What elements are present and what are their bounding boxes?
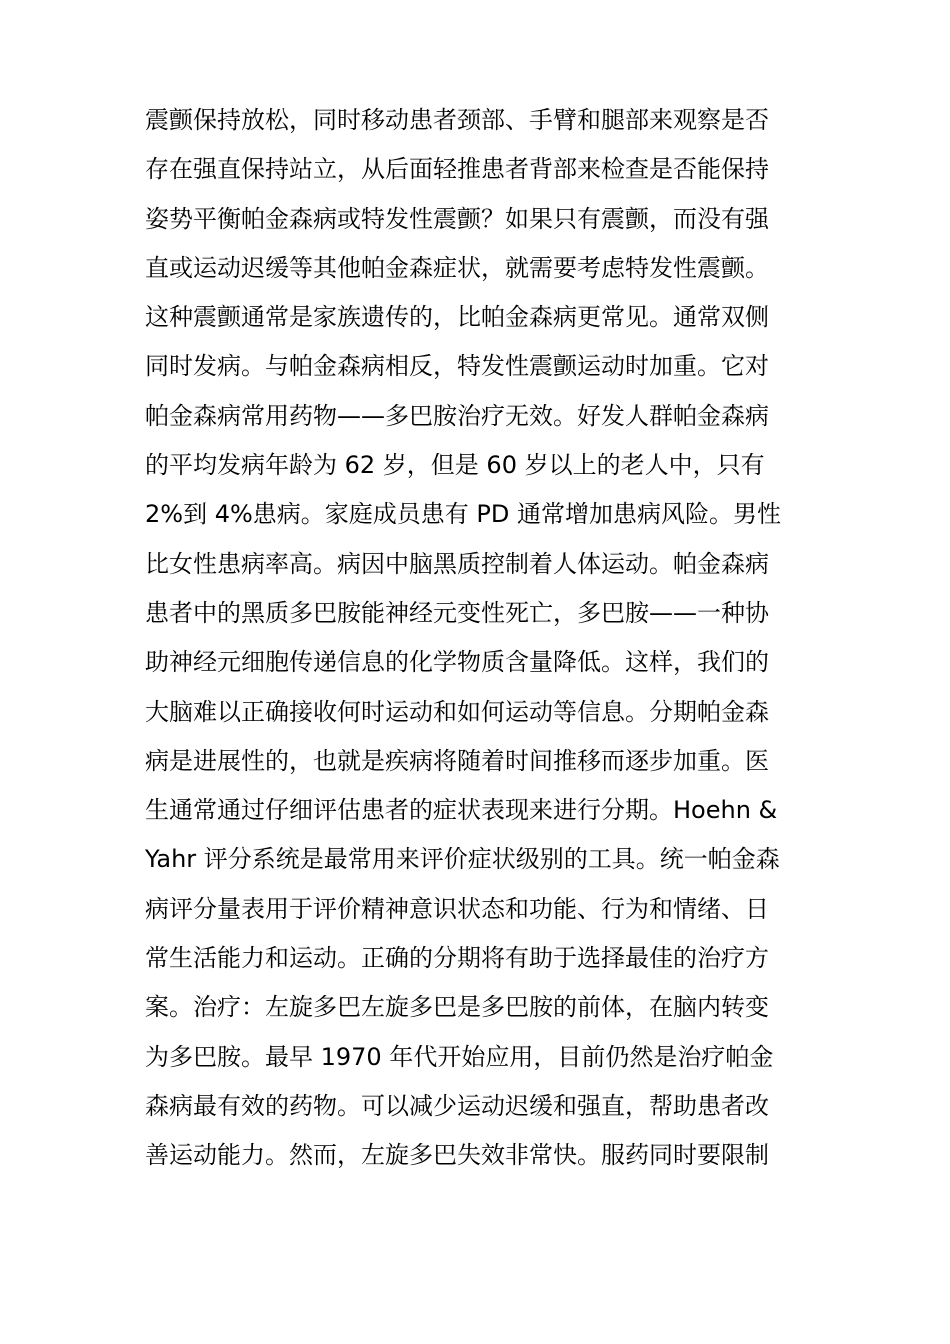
text-line: 患者中的黑质多巴胺能神经元变性死亡，多巴胺——一种协 <box>145 598 769 627</box>
text-line: 病评分量表用于评价精神意识状态和功能、行为和情绪、日 <box>145 894 769 923</box>
text-line: Yahr 评分系统是最常用来评价症状级别的工具。统一帕金森 <box>145 845 780 874</box>
text-line: 这种震颤通常是家族遗传的，比帕金森病更常见。通常双侧 <box>145 303 769 332</box>
text-line: 的平均发病年龄为 62 岁，但是 60 岁以上的老人中，只有 <box>145 451 765 480</box>
text-line: 直或运动迟缓等其他帕金森症状，就需要考虑特发性震颤。 <box>145 253 769 282</box>
text-line: 助神经元细胞传递信息的化学物质含量降低。这样，我们的 <box>145 648 769 677</box>
text-line: 存在强直保持站立，从后面轻推患者背部来检查是否能保持 <box>145 155 769 184</box>
text-line: 森病最有效的药物。可以减少运动迟缓和强直，帮助患者改 <box>145 1091 769 1120</box>
text-line: 善运动能力。然而，左旋多巴失效非常快。服药同时要限制 <box>145 1141 769 1170</box>
text-line: 案。治疗：左旋多巴左旋多巴是多巴胺的前体，在脑内转变 <box>145 993 769 1022</box>
body-text <box>145 96 815 1181</box>
text-line: 同时发病。与帕金森病相反，特发性震颤运动时加重。它对 <box>145 352 769 381</box>
text-line: 2%到 4%患病。家庭成员患有 PD 通常增加患病风险。男性 <box>145 500 781 529</box>
text-line: 震颤保持放松，同时移动患者颈部、手臂和腿部来观察是否 <box>145 106 769 134</box>
text-line: 为多巴胺。最早 1970 年代开始应用，目前仍然是治疗帕金 <box>145 1042 774 1071</box>
text-line: 大脑难以正确接收何时运动和如何运动等信息。分期帕金森 <box>145 697 769 726</box>
text-line: 姿势平衡帕金森病或特发性震颤？如果只有震颤，而没有强 <box>145 204 769 233</box>
text-line: 帕金森病常用药物——多巴胺治疗无效。好发人群帕金森病 <box>145 401 769 430</box>
text-line: 常生活能力和运动。正确的分期将有助于选择最佳的治疗方 <box>145 944 769 973</box>
text-line: 比女性患病率高。病因中脑黑质控制着人体运动。帕金森病 <box>145 549 769 578</box>
text-line: 病是进展性的，也就是疾病将随着时间推移而逐步加重。医 <box>145 746 769 775</box>
text-line: 生通常通过仔细评估患者的症状表现来进行分期。Hoehn & <box>145 796 778 825</box>
